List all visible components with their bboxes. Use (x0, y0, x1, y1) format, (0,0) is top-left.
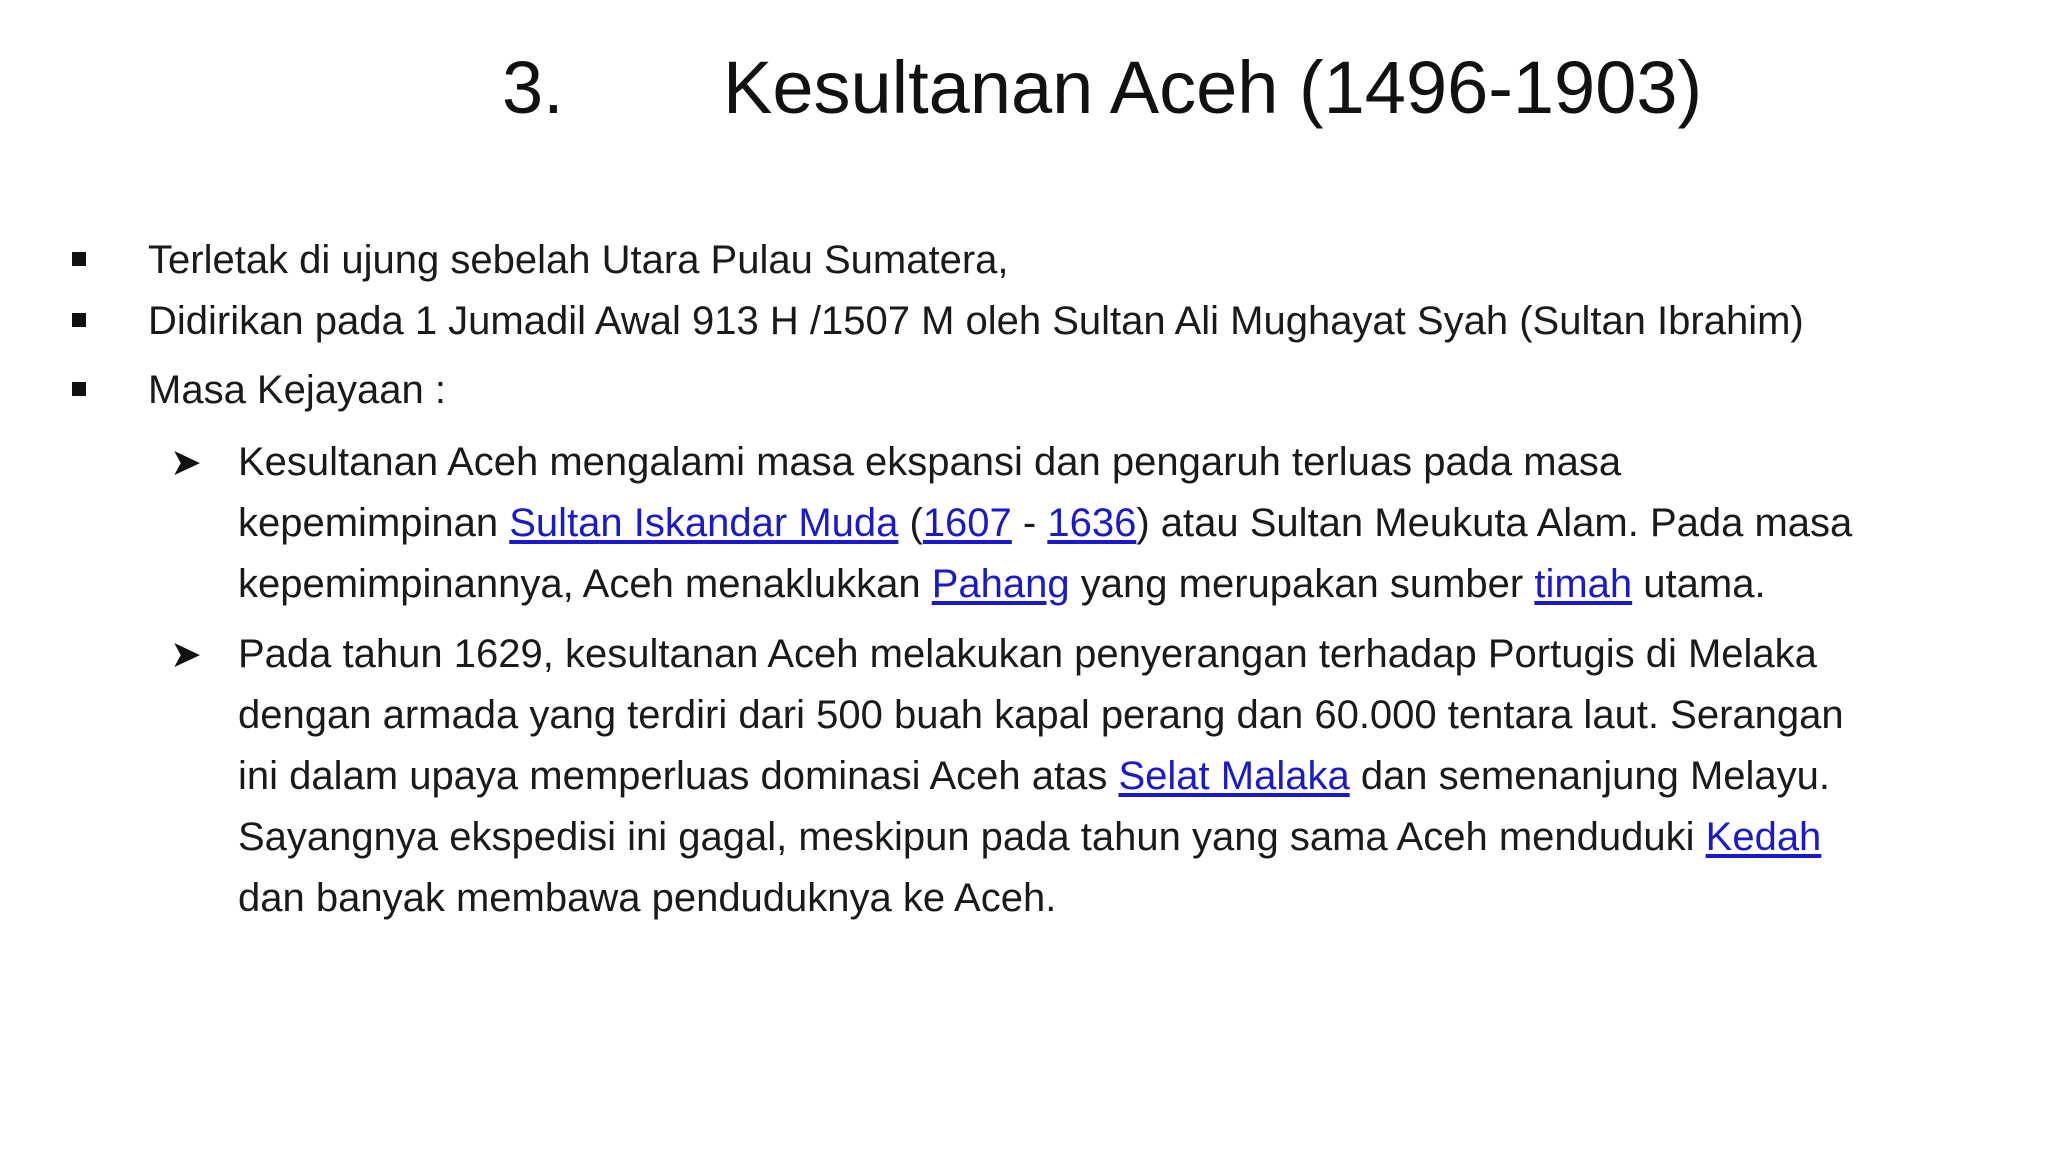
text-segment: ini dalam upaya memperluas dominasi Aceh atas (238, 754, 1119, 798)
slide-title (0, 38, 2048, 138)
bullet-text: Masa Kejayaan : (148, 368, 446, 412)
text-segment: yang merupakan sumber (1069, 562, 1535, 606)
square-bullet-icon (72, 313, 86, 327)
paragraph-line (238, 432, 1938, 493)
link-pahang[interactable]: Pahang (931, 562, 1070, 606)
arrowhead-bullet-icon: ➤ (170, 440, 202, 484)
paragraph-line (238, 493, 1938, 554)
paragraph-line (238, 746, 1938, 807)
text-segment: utama. (1632, 562, 1766, 606)
text-segment: Pada tahun 1629, kesultanan Aceh melakukan penyerangan terhadap Portugis di Melaka (238, 632, 1817, 676)
arrowhead-bullet-icon: ➤ (170, 632, 202, 676)
text-segment: Sayangnya ekspedisi ini gagal, meskipun pada tahun yang sama Aceh menduduki (238, 815, 1706, 859)
square-bullet-icon (72, 252, 86, 266)
text-segment: dan semenanjung Melayu. (1349, 754, 1831, 798)
paragraph-line (238, 807, 1938, 868)
link-timah[interactable]: timah (1534, 562, 1633, 606)
paragraph-line (238, 868, 1938, 929)
link-kedah[interactable]: Kedah (1705, 815, 1822, 859)
sub-bullet-paragraph (238, 624, 1938, 929)
text-segment: dengan armada yang terdiri dari 500 buah kapal perang dan 60.000 tentara laut. Serangan (238, 693, 1844, 737)
bullet-text: Didirikan pada 1 Jumadil Awal 913 H /1507 M oleh Sultan Ali Mughayat Syah (Sultan Ibrahim) (148, 299, 1804, 343)
text-segment: Kesultanan Aceh mengalami masa ekspansi dan pengaruh terluas pada masa (238, 440, 1622, 484)
paragraph-line (238, 624, 1938, 685)
bullet-text: Terletak di ujung sebelah Utara Pulau Sumatera, (148, 238, 1009, 282)
title-number: 3. (502, 46, 564, 129)
paragraph-line (238, 554, 1938, 615)
link-1607[interactable]: 1607 (922, 501, 1012, 545)
sub-bullet-paragraph (238, 432, 1938, 615)
link-1636[interactable]: 1636 (1047, 501, 1137, 545)
text-segment: - (1011, 501, 1048, 545)
link-sultan-iskandar-muda[interactable]: Sultan Iskandar Muda (509, 501, 899, 545)
paragraph-line (238, 685, 1938, 746)
text-segment: ( (898, 501, 923, 545)
square-bullet-icon (72, 382, 86, 396)
text-segment: kepemimpinannya, Aceh menaklukkan (238, 562, 932, 606)
text-segment: ) atau Sultan Meukuta Alam. Pada masa (1136, 501, 1853, 545)
link-selat-malaka[interactable]: Selat Malaka (1118, 754, 1350, 798)
text-segment: kepemimpinan (238, 501, 510, 545)
text-segment: dan banyak membawa penduduknya ke Aceh. (238, 876, 1057, 920)
title-text: Kesultanan Aceh (1496-1903) (723, 46, 1703, 129)
